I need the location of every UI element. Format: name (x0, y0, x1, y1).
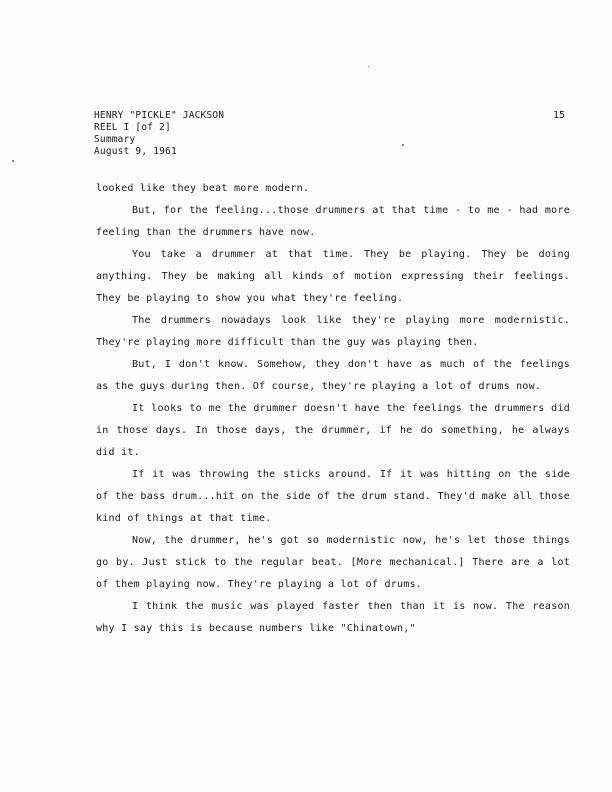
interview-date: August 9, 1961 (94, 146, 177, 157)
reel-label: REEL I [of 2] (94, 122, 171, 133)
paragraph: If it was throwing the sticks around. If it was hitting on the side of the bass drum...hit on the side of the drum stand. They'd make all those kind of things at that time. (96, 469, 570, 524)
paragraph: The drummers nowadays look like they're playing more modernistic. They're playing more difficult than the guy was playing then. (96, 315, 570, 348)
document-header (94, 110, 224, 158)
paragraph: looked like they beat more modern. (96, 183, 310, 194)
scan-speck (12, 160, 14, 162)
scan-speck (402, 144, 404, 146)
page-number: 15 (553, 110, 566, 121)
paragraph: I think the music was played faster then than it is now. The reason why I say this is because numbers like "Chinatown," (96, 601, 570, 634)
paragraph: But, for the feeling...those drummers at that time - to me - had more feeling than the drummers have now. (96, 205, 570, 238)
scan-speck (368, 66, 369, 67)
document-type: Summary (94, 134, 136, 145)
paragraph: Now, the drummer, he's got so modernistic now, he's let those things go by. Just stick to the regular beat. [More mechanical.] There are a lot of them playing now. They're playing a lot of drums. (96, 535, 570, 590)
paragraph: You take a drummer at that time. They be playing. They be doing anything. They be making all kinds of motion expressing their feelings. They be playing to show you what they're feeling. (96, 249, 570, 304)
transcript-body (96, 178, 570, 640)
interviewee-name: HENRY "PICKLE" JACKSON (94, 110, 225, 121)
paragraph: But, I don't know. Somehow, they don't have as much of the feelings as the guys during then. Of course, they're playing a lot of drums now. (96, 359, 570, 392)
paragraph: It looks to me the drummer doesn't have the feelings the drummers did in those days. In those days, the drummer, if he do something, he always did it. (96, 403, 570, 458)
